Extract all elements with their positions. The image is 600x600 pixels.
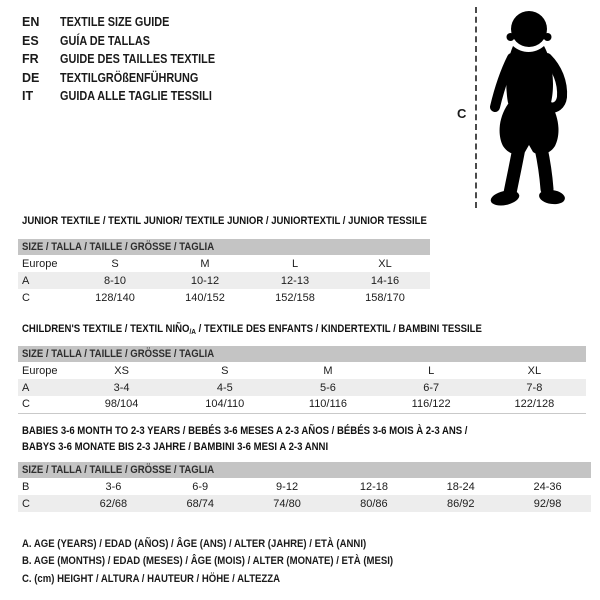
table-cell: 116/122 [411,398,451,411]
table-row [18,379,586,396]
table-cell: XL [527,364,542,377]
table-cell: 3-4 [113,381,130,394]
table-cell: L [291,257,299,270]
table-cell: 152/158 [275,291,315,304]
height-measure-line [475,7,477,208]
row-label: C [22,398,30,411]
row-label: Europe [22,257,58,270]
table-cell: 14-16 [370,274,400,287]
language-row-fr [22,50,238,69]
table-header-bar [18,239,430,255]
baby-silhouette-icon [482,6,574,210]
table-cell: 3-6 [105,480,122,493]
table-row [18,272,430,289]
table-cell: L [428,364,435,377]
table-cell: 104/110 [205,398,245,411]
table-row [18,289,430,306]
table-cell: 12-18 [359,480,388,493]
row-label: A [22,381,30,394]
junior-section-title: JUNIOR TEXTILE / TEXTIL JUNIOR/ TEXTILE JUNIOR / JUNIORTEXTIL / JUNIOR TESSILE [22,215,427,227]
table-cell: 7-8 [526,381,543,394]
table-row [18,478,591,495]
language-code: EN [22,15,40,29]
footnote-a: A. AGE (YEARS) / EDAD (AÑOS) / ÂGE (ANS) / ALTER (JAHRE) / ETÀ (ANNI) [22,538,367,550]
language-code: ES [22,33,39,48]
language-code: DE [22,70,40,85]
table-cell: 110/116 [308,398,348,411]
babies-size-table [18,462,591,512]
language-row-es [22,32,238,51]
language-list [22,13,238,106]
table-cell: S [111,257,119,270]
table-cell: 8-10 [103,274,127,287]
table-row [18,396,586,413]
table-cell: 18-24 [446,480,475,493]
language-label: TEXTILE SIZE GUIDE [60,15,170,29]
table-cell: 98/104 [104,398,139,411]
table-cell: 5-6 [320,381,336,394]
children-section-title: CHILDREN'S TEXTILE / TEXTIL NIÑO/A / TEXTILE DES ENFANTS / KINDERTEXTIL / BAMBINI TESSILE [22,323,482,336]
table-cell: 9-12 [276,480,299,493]
footnote-c: C. (cm) HEIGHT / ALTURA / HAUTEUR / HÖHE / ALTEZZA [22,572,281,585]
table-row [18,495,591,512]
table-cell: 140/152 [185,291,225,304]
height-measure-label: C [457,106,467,121]
table-cell: 74/80 [273,497,301,510]
table-cell: 158/170 [365,291,405,304]
language-label: TEXTILGRÖßENFÜHRUNG [60,70,199,85]
size-header-label: SIZE / TALLA / TAILLE / GRÖSSE / TAGLIA [22,241,215,253]
row-label: A [22,274,30,287]
table-cell: 24-36 [533,480,562,493]
table-header-bar [18,462,591,478]
babies-section-title: BABIES 3-6 MONTH TO 2-3 YEARS / BEBÉS 3-6 MESES A 2-3 AÑOS / BÉBÉS 3-6 MOIS À 2-3 ANS / BABYS 3-6 MONATE BIS 2-3 JAHRE / BAMBINI 3-6 MESI A 2-3 ANNI [22,425,468,453]
language-code: IT [22,89,34,104]
table-cell: 10-12 [190,274,220,287]
table-cell: 6-7 [423,381,440,394]
size-header-label: SIZE / TALLA / TAILLE / GRÖSSE / TAGLIA [22,464,215,476]
children-size-table [18,346,586,414]
junior-size-table [18,239,430,306]
language-code: FR [22,52,39,67]
table-cell: XL [378,257,392,270]
language-label: GUIDE DES TAILLES TEXTILE [60,52,216,67]
table-cell: 62/68 [99,497,128,510]
table-cell: 86/92 [446,497,475,510]
footnotes [22,536,449,588]
language-label: GUIDA ALLE TAGLIE TESSILI [60,89,212,104]
language-label: GUÍA DE TALLAS [60,33,151,48]
table-cell: M [323,364,333,377]
table-header-bar [18,346,586,362]
table-row [18,255,430,272]
nino-a-subscript: /A [189,327,196,336]
table-cell: M [200,257,210,270]
table-cell: 4-5 [216,381,233,394]
table-cell: XS [114,364,129,377]
table-cell: 6-9 [192,480,209,493]
row-label: C [22,291,30,304]
table-cell: 80/86 [360,497,388,510]
row-label: B [22,480,30,493]
footnote-b: B. AGE (MONTHS) / EDAD (MESES) / ÂGE (MOIS) / ALTER (MONATE) / ETÀ (MESI) [22,555,394,568]
table-cell: 68/74 [186,497,214,510]
row-label: C [22,497,30,510]
size-header-label: SIZE / TALLA / TAILLE / GRÖSSE / TAGLIA [22,348,215,360]
table-cell: 12-13 [280,274,310,287]
table-cell: 128/140 [95,291,135,304]
table-cell: 92/98 [533,497,562,510]
language-row-it [22,87,238,106]
table-cell: S [221,364,229,377]
language-row-de [22,69,238,88]
table-cell: 122/128 [514,398,555,411]
row-label: Europe [22,364,58,377]
language-row-en [22,13,238,32]
table-row [18,362,586,379]
